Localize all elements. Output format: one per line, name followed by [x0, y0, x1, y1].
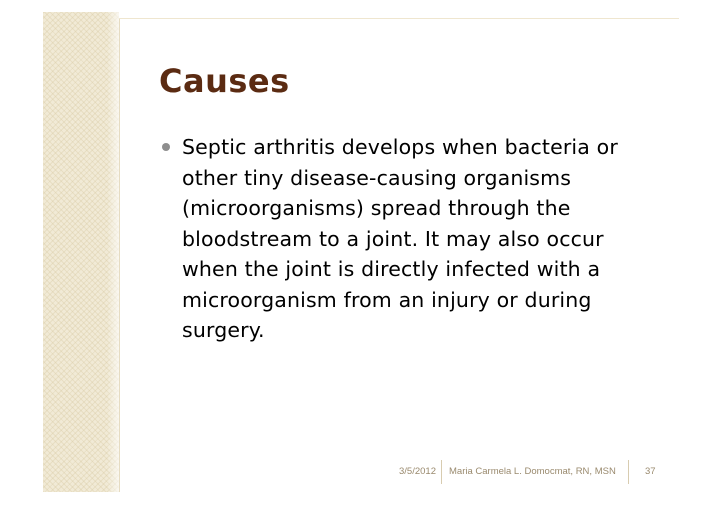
footer-divider	[441, 460, 442, 484]
bullet-list	[162, 132, 652, 346]
slide-title: Causes	[159, 62, 290, 100]
panel-top-border	[119, 18, 679, 19]
bullet-text: Septic arthritis develops when bacteria or other tiny disease-causing organisms (microorganisms) spread through the bloodstream to a joint. It may also occur when the joint is directly infected with a microorganism from an injury or during surgery.	[182, 135, 618, 342]
footer-page-number: 37	[645, 466, 656, 477]
footer-date: 3/5/2012	[399, 466, 436, 477]
footer-author: Maria Carmela L. Domocmat, RN, MSN	[449, 466, 616, 477]
footer-divider	[628, 460, 629, 484]
bullet-item	[162, 132, 652, 346]
decorative-hatched-strip	[43, 12, 119, 492]
bullet-dot-icon	[162, 143, 170, 151]
